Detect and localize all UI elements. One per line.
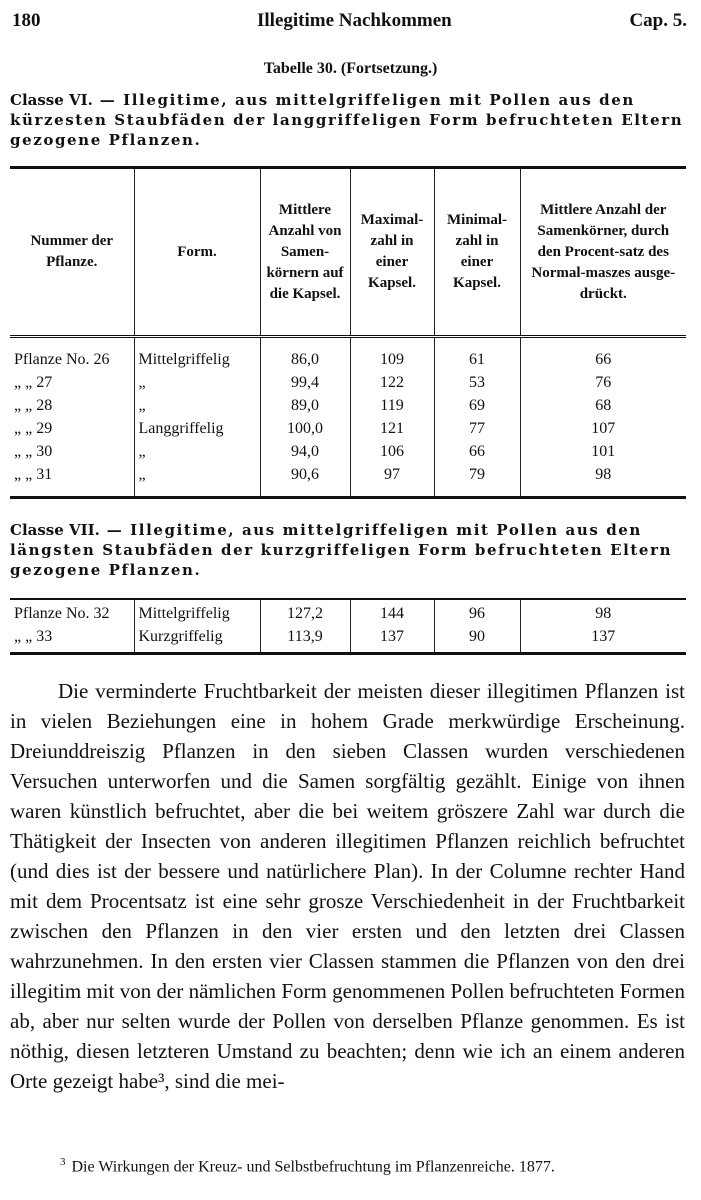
class-vi-description: — Illegitime, aus mittelgriffeligen mit Pollen aus den kürzesten Staubfäden der langgriffeligen Form befruchteten Eltern gezogene Pflanzen.	[10, 91, 684, 149]
page-number: 180	[12, 10, 41, 31]
class-vii-table	[10, 598, 686, 655]
table-row	[10, 599, 686, 625]
percent-cell: 66	[595, 351, 612, 368]
min-seeds-cell: 66	[434, 440, 520, 463]
max-seeds-cell: 97	[350, 463, 434, 498]
class-vi-label: Classe VI.	[10, 91, 93, 109]
header-form: Form.	[134, 168, 260, 337]
mean-seeds-cell: 86,0	[260, 337, 350, 372]
max-seeds-cell: 119	[350, 394, 434, 417]
max-seeds-cell: 137	[350, 625, 434, 654]
paragraph-text: Die verminderte Fruchtbarkeit der meisten dieser illegitimen Pflanzen ist in vielen Beziehungen eine in hohem Grade merkwürdige Erscheinung. Dreiunddreiszig Pflanzen in den sieben Classen wurden verschiedenen Versuchen unterworfen und die Samen sorgfältig gezählt. Einige von ihnen waren künstlich befruchtet, aber die bei weitem gröszere Zahl war durch die Thätigkeit der Insecten von anderen illegitimen Pflanzen reichlich befruchtet (und dies ist der bessere und natürlichere Plan). In der Columne rechter Hand mit dem Procentsatz ist eine sehr grosze Verschiedenheit in der Fruchtbarkeit zwischen den Pflanzen in den vier ersten und den letzten drei Classen wahrzunehmen. In den ersten vier Classen stammen die Pflanzen von den drei illegitim mit von der nämlichen Form genommenen Pollen befruchteten Formen ab, aber nur selten wurde der Pollen von derselben Pflanze genommen. Es ist nöthig, diesen letzteren Umstand zu beachten; denn wie ich an einem anderen Orte gezeigt habe³, sind die mei-	[10, 679, 685, 1093]
header-nummer: Nummer der Pflanze.	[10, 168, 134, 337]
header-mittlere: Mittlere Anzahl von Samen-körnern auf die Kapsel.	[260, 168, 350, 337]
percent-cell: 137	[591, 628, 616, 645]
mean-seeds-cell: 99,4	[260, 371, 350, 394]
percent-cell: 98	[595, 466, 612, 483]
table-row	[10, 417, 686, 440]
min-seeds-cell: 90	[434, 625, 520, 654]
table-row	[10, 371, 686, 394]
class-vii-description: — Illegitime, aus mittelgriffeligen mit Pollen aus den längsten Staubfäden der kurzgriffeligen Form befruchteten Eltern gezogene Pflanzen.	[10, 521, 673, 579]
header-minimal: Minimal-zahl in einer Kapsel.	[434, 168, 520, 337]
table-header-row	[10, 168, 686, 337]
max-seeds-cell: 121	[350, 417, 434, 440]
plant-number-cell: „ „ 28	[10, 394, 134, 417]
min-seeds-cell: 96	[434, 599, 520, 625]
form-cell: Mittelgriffelig	[134, 599, 260, 625]
mean-seeds-cell: 90,6	[260, 463, 350, 498]
percent-cell: 107	[591, 420, 616, 437]
form-cell: „	[134, 394, 260, 417]
running-title: Illegitime Nachkommen	[257, 10, 452, 31]
max-seeds-cell: 122	[350, 371, 434, 394]
form-cell: Mittelgriffelig	[134, 337, 260, 372]
plant-number-cell: „ „ 30	[10, 440, 134, 463]
percent-cell: 68	[595, 397, 612, 414]
form-cell: „	[134, 463, 260, 498]
class-vii-label: Classe VII.	[10, 521, 100, 539]
plant-number-cell: „ „ 27	[10, 371, 134, 394]
min-seeds-cell: 69	[434, 394, 520, 417]
form-cell: Kurzgriffelig	[134, 625, 260, 654]
min-seeds-cell: 77	[434, 417, 520, 440]
table-row	[10, 625, 686, 654]
max-seeds-cell: 106	[350, 440, 434, 463]
plant-number-cell: „ „ 31	[10, 463, 134, 498]
max-seeds-cell: 144	[350, 599, 434, 625]
percent-cell: 76	[595, 374, 612, 391]
class-vi-table	[10, 166, 686, 499]
form-cell: Langgriffelig	[134, 417, 260, 440]
percent-cell: 101	[591, 443, 616, 460]
table-row	[10, 337, 686, 372]
footnote	[60, 1156, 689, 1176]
table-row	[10, 463, 686, 498]
plant-number-cell: Pflanze No. 32	[10, 599, 134, 625]
max-seeds-cell: 109	[350, 337, 434, 372]
min-seeds-cell: 79	[434, 463, 520, 498]
plant-number-cell: Pflanze No. 26	[10, 337, 134, 372]
chapter-label: Cap. 5.	[629, 10, 687, 31]
class-vii-heading	[10, 520, 687, 580]
footnote-marker: 3	[60, 1156, 66, 1168]
form-cell: „	[134, 440, 260, 463]
table-row	[10, 394, 686, 417]
mean-seeds-cell: 89,0	[260, 394, 350, 417]
table-title: Tabelle 30. (Fortsetzung.)	[263, 60, 438, 77]
percent-cell: 98	[595, 605, 612, 622]
plant-number-cell: „ „ 29	[10, 417, 134, 440]
header-procent: Mittlere Anzahl der Samenkörner, durch den Procent-satz des Normal-maszes ausge-drückt.	[520, 168, 686, 337]
min-seeds-cell: 61	[434, 337, 520, 372]
plant-number-cell: „ „ 33	[10, 625, 134, 654]
mean-seeds-cell: 100,0	[260, 417, 350, 440]
form-cell: „	[134, 371, 260, 394]
running-head	[12, 10, 689, 38]
mean-seeds-cell: 127,2	[260, 599, 350, 625]
header-maximal: Maximal-zahl in einer Kapsel.	[350, 168, 434, 337]
body-paragraph	[10, 676, 685, 1096]
footnote-text: Die Wirkungen der Kreuz- und Selbstbefruchtung im Pflanzenreiche. 1877.	[71, 1158, 555, 1176]
min-seeds-cell: 53	[434, 371, 520, 394]
table-row	[10, 440, 686, 463]
mean-seeds-cell: 94,0	[260, 440, 350, 463]
mean-seeds-cell: 113,9	[260, 625, 350, 654]
class-vi-heading	[10, 90, 687, 150]
